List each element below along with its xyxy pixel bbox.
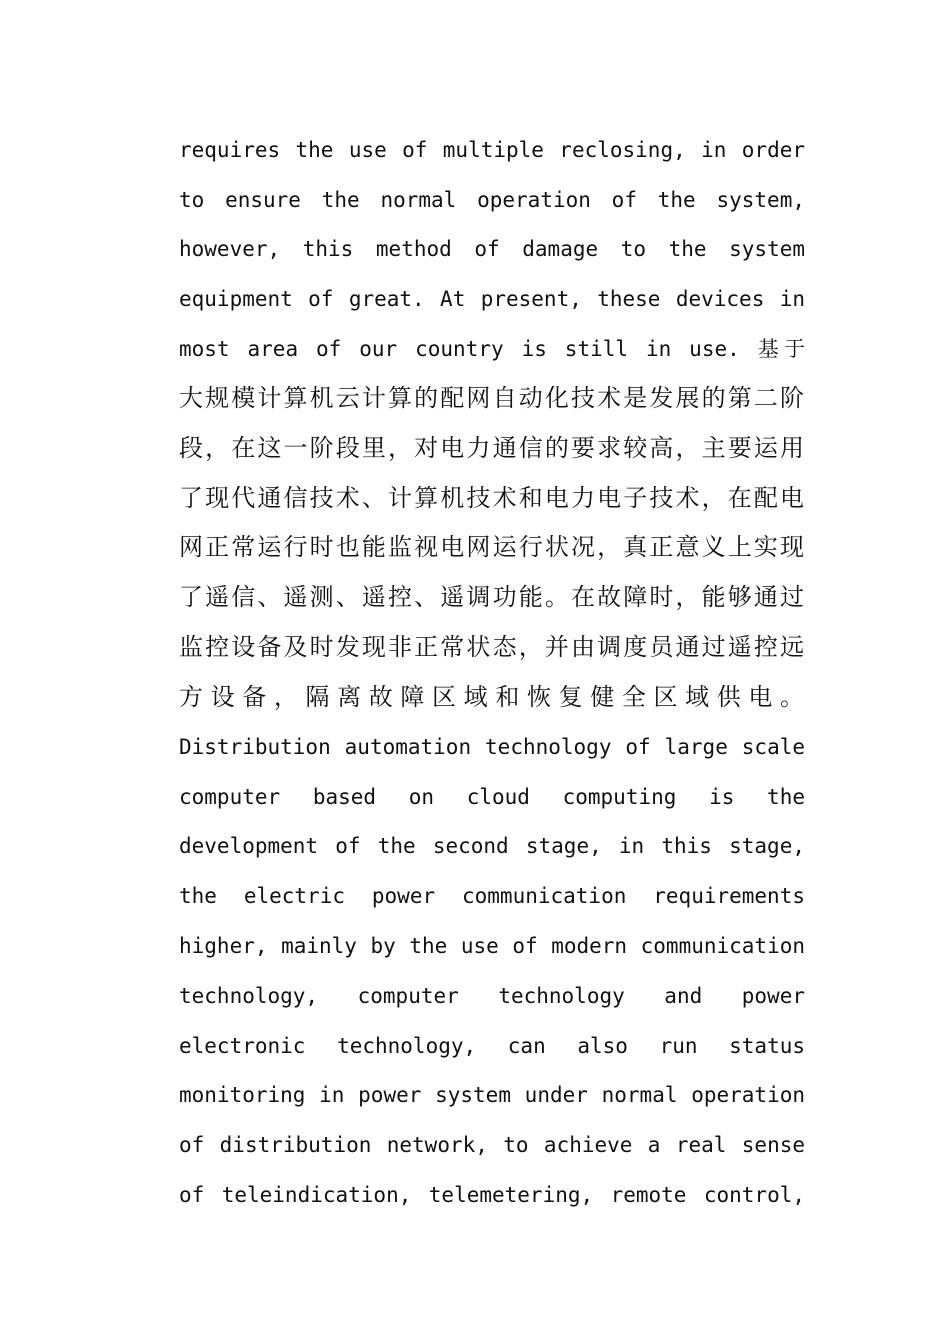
text-line: equipment of great. At present, these devices in: [179, 287, 805, 311]
text-line: 方设备，隔离故障区域和恢复健全区域供电。: [179, 683, 805, 711]
text-line: to ensure the normal operation of the system,: [179, 188, 805, 212]
text-line: higher, mainly by the use of modern communication: [179, 934, 805, 958]
text-line: computer based on cloud computing is the: [179, 785, 805, 809]
text-line: 网正常运行时也能监视电网运行状况，真正意义上实现: [179, 533, 805, 561]
text-line: Distribution automation technology of large scale: [179, 735, 805, 759]
text-line: monitoring in power system under normal operation: [179, 1083, 805, 1107]
text-line: development of the second stage, in this stage,: [179, 834, 805, 858]
text-line: 了现代通信技术、计算机技术和电力电子技术，在配电: [179, 484, 805, 512]
text-line: the electric power communication requirements: [179, 884, 805, 908]
text-line: electronic technology, can also run status: [179, 1034, 805, 1058]
text-line: of distribution network, to achieve a real sense: [179, 1133, 805, 1157]
text-line: 大规模计算机云计算的配网自动化技术是发展的第二阶: [179, 384, 805, 412]
text-line: 监控设备及时发现非正常状态，并由调度员通过遥控远: [179, 633, 805, 661]
text-line: requires the use of multiple reclosing, in order: [179, 138, 805, 162]
text-line: however, this method of damage to the system: [179, 237, 805, 261]
text-line: of teleindication, telemetering, remote control,: [179, 1183, 805, 1207]
text-line: 段，在这一阶段里，对电力通信的要求较高，主要运用: [179, 434, 805, 462]
text-line: most area of our country is still in use. 基于: [179, 337, 805, 361]
text-line: 了遥信、遥测、遥控、遥调功能。在故障时，能够通过: [179, 583, 805, 611]
text-line: technology, computer technology and power: [179, 984, 805, 1008]
